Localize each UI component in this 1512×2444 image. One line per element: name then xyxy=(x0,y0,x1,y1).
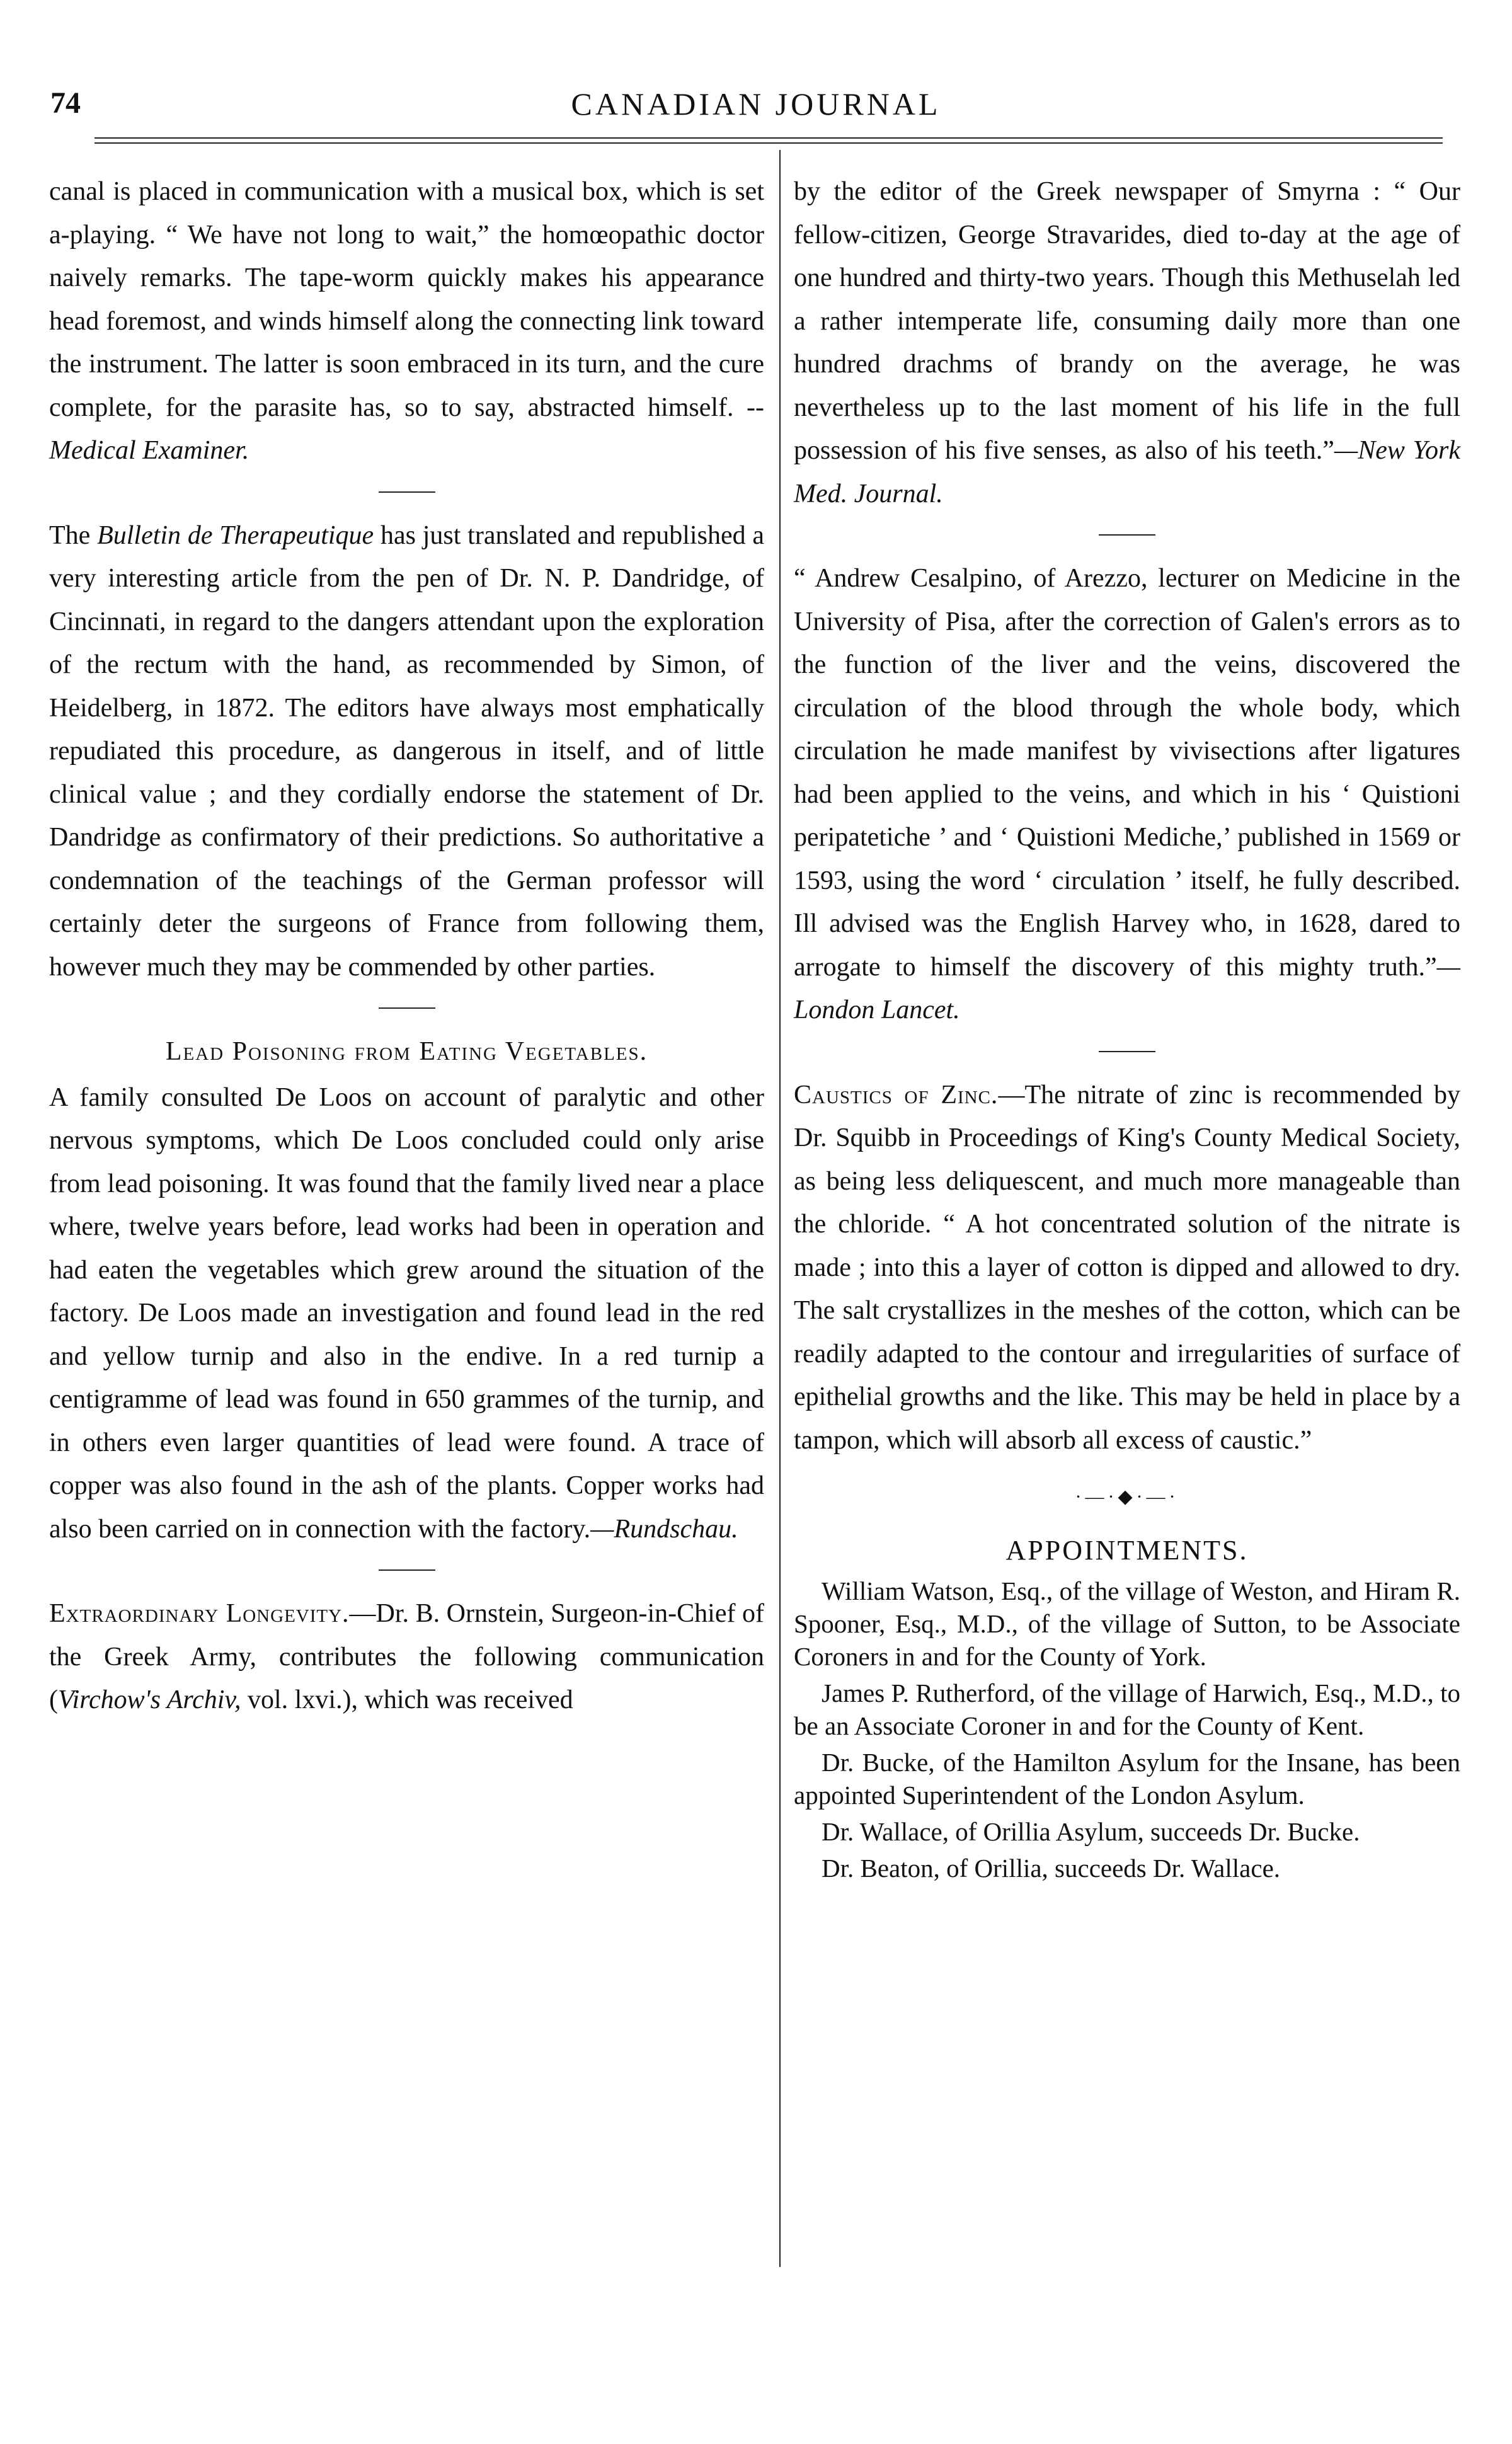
section-separator xyxy=(379,491,435,493)
right-column xyxy=(794,170,1460,2281)
appointment-item: William Watson, Esq., of the village of Weston, and Hiram R. Spooner, Esq., M.D., of the village of Sutton, to be Associate Coroners in and for the County of York. xyxy=(794,1576,1460,1671)
source-medical-examiner: --Medical Examiner. xyxy=(49,393,764,465)
longevity-paragraph: Extraordinary Longevity.—Dr. B. Ornstein, Surgeon-in-Chief of the Greek Army, contributes the following communication (Virchow's Archiv, vol. lxvi.), which was received xyxy=(49,1599,764,1714)
appointments-heading: APPOINTMENTS. xyxy=(1005,1534,1249,1566)
page-header xyxy=(50,86,1462,136)
section-separator xyxy=(379,1569,435,1571)
appointment-item: James P. Rutherford, of the village of Harwich, Esq., M.D., to be an Associate Coroner in and for the County of Kent. xyxy=(794,1678,1460,1740)
virchows-archiv: Virchow's Archiv, xyxy=(58,1685,241,1714)
header-rule xyxy=(94,137,1443,144)
source-ny-med-journal: —New York Med. Journal. xyxy=(794,436,1460,508)
bulletin-title: Bulletin de Therapeutique xyxy=(97,520,374,550)
left-column xyxy=(49,170,764,2281)
lead-poisoning-heading: Lead Poisoning from Eating Vegetables. xyxy=(165,1037,648,1066)
ornament-divider: ·—·◆·—· xyxy=(1075,1486,1179,1507)
section-separator xyxy=(1099,1051,1155,1052)
longevity-heading: Extraordinary Longevity. xyxy=(49,1599,350,1628)
tapeworm-paragraph: canal is placed in communication with a musical box, which is set a-playing. “ We have not long to wait,” the homœopathic doctor naively remarks. The tape-worm quickly makes his appearance head foremost, and winds himself along the connecting link toward the instrument. The latter is soon embraced in its turn, and the cure complete, for the parasite has, so to say, abstracted himself. --Medical Examiner. xyxy=(49,177,764,465)
caustics-heading: Caustics of Zinc. xyxy=(794,1080,999,1110)
column-divider xyxy=(779,150,781,2267)
journal-title: CANADIAN JOURNAL xyxy=(571,86,941,122)
source-rundschau: —Rundschau. xyxy=(590,1514,738,1544)
appointment-item: Dr. Beaton, of Orillia, succeeds Dr. Wallace. xyxy=(822,1854,1281,1883)
page-number: 74 xyxy=(50,86,81,120)
source-london-lancet: —London Lancet. xyxy=(794,952,1460,1024)
caustics-paragraph: Caustics of Zinc.—The nitrate of zinc is recommended by Dr. Squibb in Proceedings of King's County Medical Society, as being less deliquescent, and much more manageable than the chloride. “ A hot concentrated solution of the nitrate is made ; into this a layer of cotton is dipped and allowed to dry. The salt crystallizes in the meshes of the cotton, which can be readily adapted to the contour and irregularities of surface of epithelial growths and the like. This may be held in place by a tampon, which will absorb all excess of caustic.” xyxy=(794,1080,1461,1455)
longevity-continued-paragraph: by the editor of the Greek newspaper of Smyrna : “ Our fellow-citizen, George Stravarides, died to-day at the age of one hundred and thirty-two years. Though this Methuselah led a rather intemperate life, consuming daily more than one hundred drachms of brandy on the average, he was nevertheless up to the last moment of his life in the full possession of his five senses, as also of his teeth.”—New York Med. Journal. xyxy=(794,177,1460,508)
section-separator xyxy=(1099,534,1155,536)
cesalpino-paragraph: “ Andrew Cesalpino, of Arezzo, lecturer on Medicine in the University of Pisa, after the correction of Galen's errors as to the function of the liver and the veins, discovered the circulation of the blood through the whole body, which circulation he made manifest by vivisections after ligatures had been applied to the veins, and which in his ‘ Quistioni peripatetiche ’ and ‘ Quistioni Mediche,’ published in 1569 or 1593, using the word ‘ circulation ’ itself, he fully described. Ill advised was the English Harvey who, in 1628, dared to arrogate to himself the discovery of this mighty truth.”—London Lancet. xyxy=(794,564,1460,1024)
appointment-item: Dr. Wallace, of Orillia Asylum, succeeds Dr. Bucke. xyxy=(822,1817,1360,1846)
bulletin-paragraph: The Bulletin de Therapeutique has just translated and republished a very interesting article from the pen of Dr. N. P. Dandridge, of Cincinnati, in regard to the dangers attendant upon the exploration of the rectum with the hand, as recommended by Simon, of Heidelberg, in 1872. The editors have always most emphatically repudiated this procedure, as dangerous in itself, and of little clinical value ; and they cordially endorse the statement of Dr. Dandridge as confirmatory of their predictions. So authoritative a condemnation of the teachings of the German professor will certainly deter the surgeons of France from following them, however much they may be commended by other parties. xyxy=(49,520,764,982)
appointment-item: Dr. Bucke, of the Hamilton Asylum for the Insane, has been appointed Superintendent of the London Asylum. xyxy=(794,1748,1460,1810)
lead-poisoning-paragraph: A family consulted De Loos on account of paralytic and other nervous symptoms, which De Loos concluded could only arise from lead poisoning. It was found that the family lived near a place where, twelve years before, lead works had been in operation and had eaten the vegetables which grew around the situation of the factory. De Loos made an investigation and found lead in the red and yellow turnip and also in the endive. In a red turnip a centigramme of lead was found in 650 grammes of the turnip, and in others even larger quantities of lead were found. A trace of copper was also found in the ash of the plants. Copper works had also been carried on in connection with the factory.—Rundschau. xyxy=(49,1082,764,1544)
section-separator xyxy=(379,1007,435,1009)
